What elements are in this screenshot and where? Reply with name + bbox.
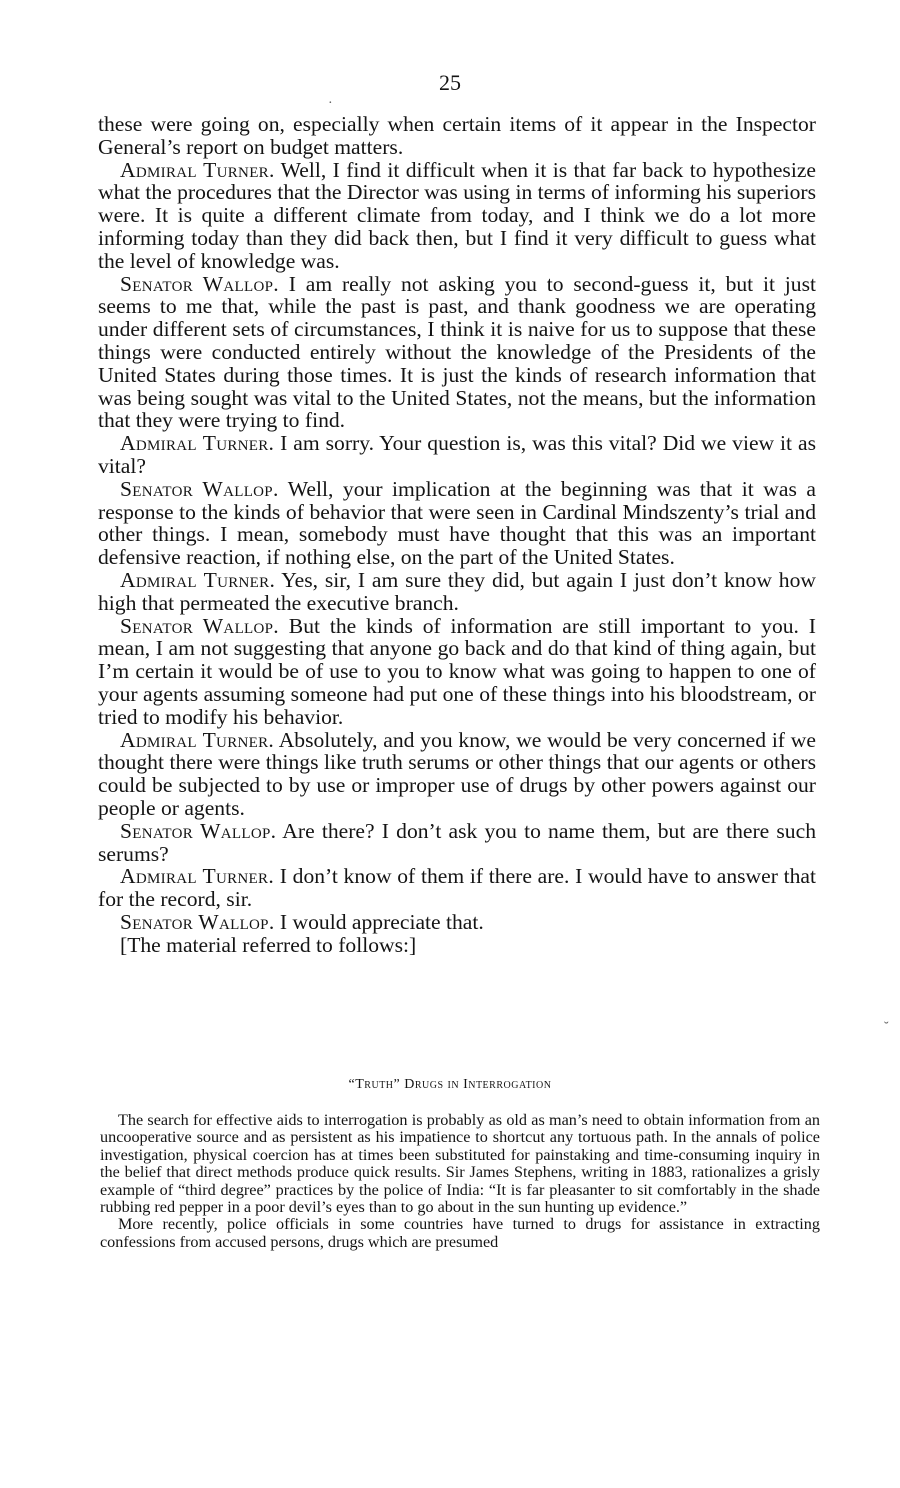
section-heading	[0, 1077, 900, 1093]
transcript-paragraph	[98, 729, 816, 820]
speaker-name: Admiral Turner.	[120, 431, 275, 456]
margin-dot: ·	[328, 96, 333, 111]
speaker-name: Senator Wallop.	[120, 476, 279, 501]
paragraph-text: But the kinds of information are still important to you. I mean, I am not suggesting that anyone go back and do that kind of thing again, but I’m certain it would be of use to you to know what was going to happen to one of your agents assuming someone had put one of these things into his bloodstream, or tried to modify his behavior.	[98, 613, 816, 729]
hearing-transcript	[98, 113, 816, 956]
paragraph-text: I don’t know of them if there are. I would have to answer that for the record, sir.	[98, 864, 816, 912]
speaker-name: Admiral Turner.	[120, 727, 275, 752]
paragraph-text: Absolutely, and you know, we would be very concerned if we thought there were things like truth serums or other things that our agents or others could be subjected to by use or improper use of drugs by other powers against our people or agents.	[98, 727, 816, 820]
speaker-name: Admiral Turner.	[120, 567, 276, 592]
page-number: 25	[439, 70, 461, 95]
transcript-paragraph	[98, 820, 816, 866]
excerpt-paragraph: More recently, police officials in some countries have turned to drugs for assistance in extracting confessions from accused persons, drugs which are presumed	[100, 1215, 820, 1251]
speaker-name: Senator Wallop.	[120, 818, 277, 843]
paragraph-text: I would appreciate that.	[274, 909, 484, 934]
paragraph-text: I am really not asking you to second-guess it, but it just seems to me that, while the past is past, and thank goodness we are operating under different sets of circumstances, I think it is naive for us to suppose that these things were conducted entirely without the knowledge of the Presidents of the United States during those times. It is just the kinds of research information that was being sought was vital to the United States, not the means, but the information that they were trying to find.	[98, 271, 816, 433]
transcript-paragraph	[98, 113, 816, 159]
speaker-name: Senator Wallop.	[120, 613, 279, 638]
excerpt-paragraph: The search for effective aids to interrogation is probably as old as man’s need to obtain information from an uncooperative source and as persistent as his impatience to shortcut any tortuous path. In the annals of police investigation, physical coercion has at times been substituted for painstaking and time-consuming inquiry in the belief that direct methods produce quick results. Sir James Stephens, writing in 1883, rationalizes a grisly example of “third degree” practices by the police of India: “It is far pleasanter to sit comfortably in the shade rubbing red pepper in a poor devil’s eyes than to go about in the sun hunting up evidence.”	[100, 1111, 820, 1217]
excerpt-body	[100, 1112, 820, 1251]
transcript-paragraph	[98, 478, 816, 569]
paragraph-text: I am sorry. Your question is, was this vital? Did we view it as vital?	[98, 431, 816, 478]
speaker-name: Senator Wallop.	[120, 271, 279, 296]
speaker-name: Admiral Turner.	[120, 864, 275, 889]
paragraph-text: Well, your implication at the beginning was that it was a response to the kinds of behavior that were seen in Cardinal Mindszenty’s trial and other things. I mean, somebody must have thought that this was an important defensive reaction, if nothing else, on the part of the United States.	[98, 476, 816, 570]
transcript-paragraph	[98, 273, 816, 433]
material-note: [The material referred to follows:]	[120, 932, 417, 957]
transcript-paragraph	[98, 865, 816, 911]
paragraph-text: these were going on, especially when certain items of it appear in the Inspector General’s report on budget matters.	[98, 112, 816, 159]
section-heading-text: “Truth” Drugs in Interrogation	[348, 1077, 552, 1092]
speaker-name: Admiral Turner.	[120, 157, 275, 182]
paragraph-text: Yes, sir, I am sure they did, but again I just don’t know how high that permeated the executive branch.	[98, 567, 816, 615]
speaker-name: Senator Wallop.	[120, 909, 275, 934]
transcript-paragraph	[98, 159, 816, 273]
transcript-paragraph	[98, 615, 816, 729]
transcript-paragraph	[98, 432, 816, 478]
transcript-paragraph	[98, 569, 816, 615]
transcript-paragraph	[98, 911, 816, 934]
margin-mark: ˘	[884, 1020, 889, 1035]
paragraph-text: Well, I find it difficult when it is that far back to hypothesize what the procedures that the Director was using in terms of informing his superiors were. It is quite a different climate from today, and I think we do a lot more informing today than they did back then, but I find it very difficult to guess what the level of knowledge was.	[98, 157, 816, 273]
paragraph-text: Are there? I don’t ask you to name them, but are there such serums?	[98, 818, 816, 866]
